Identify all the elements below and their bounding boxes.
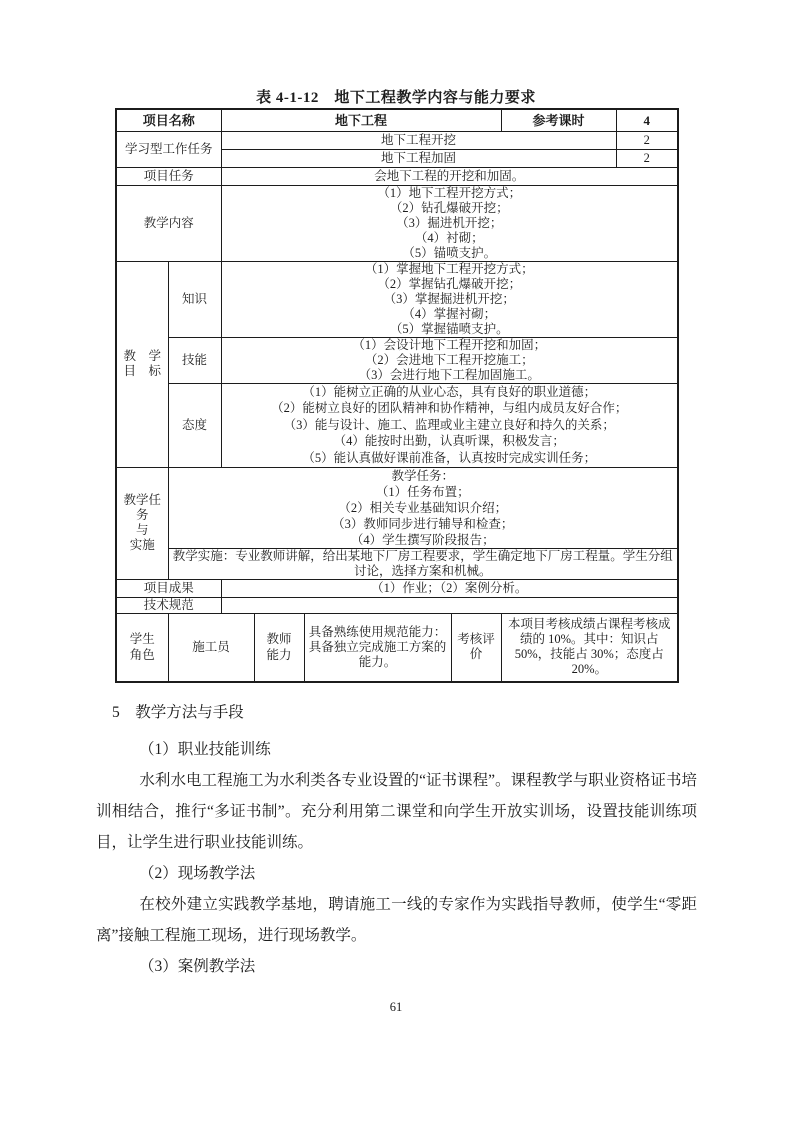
student-role-label: 学生角色 <box>129 632 155 663</box>
project-task-label-cell: 项目任务 <box>116 167 221 185</box>
content-line: 教学任务： <box>391 468 455 483</box>
skills-label-cell: 技能 <box>168 337 221 383</box>
tasks-label-line: 教学任务 <box>123 493 161 522</box>
evaluation-value-cell: 本项目考核成绩占课程考核成绩的 10%。其中：知识占 50%，技能占 30%；态度占 20%。 <box>501 613 678 682</box>
content-line: （5）锚喷支护。 <box>402 245 497 260</box>
tasks-label-line: 实施 <box>129 538 155 552</box>
page-number: 61 <box>389 1000 403 1014</box>
content-line: （3）掌握掘进机开挖； <box>383 291 515 306</box>
project-name-value-cell: 地下工程 <box>221 109 501 131</box>
tasks-label-line: 与 <box>135 523 149 537</box>
paragraph: 在校外建立实践教学基地，聘请施工一线的专家作为实践指导教师，使学生“零距离”接触工程施工现场，进行现场教学。 <box>96 896 697 944</box>
content-line: （5）掌握锚喷支护。 <box>389 321 509 336</box>
teaching-tasks-row <box>116 467 678 548</box>
teacher-ability-label-cell <box>254 613 304 682</box>
knowledge-label-cell: 知识 <box>168 261 221 337</box>
teaching-content-label-cell: 教学内容 <box>116 185 221 261</box>
content-line: （1）会设计地下工程开挖和加固； <box>352 337 547 352</box>
project-results-value-cell: （1）作业；（2）案例分析。 <box>221 579 678 597</box>
learning-task-cell: 地下工程加固 <box>221 149 616 167</box>
student-role-label-cell <box>116 613 168 682</box>
body-text <box>96 697 697 982</box>
tasks-implementation-label-cell <box>116 467 168 579</box>
teaching-goals-label-cell <box>116 261 168 467</box>
paragraph: 水利水电工程施工为水利类各专业设置的“证书课程”。课程教学与职业资格证书培训相结合，推行“多证书制”。充分利用第二课堂和向学生开放实训场，设置技能训练项目，让学生进行职业技能训练。 <box>96 772 697 851</box>
content-line: （4）衬砌； <box>414 230 484 245</box>
skills-row <box>116 337 678 383</box>
content-line: （1）地下工程开挖方式； <box>377 185 522 200</box>
attitude-value-cell <box>221 383 678 467</box>
teacher-ability-value-cell: 具备熟练使用规范能力：具备独立完成施工方案的能力。 <box>304 613 451 682</box>
content-line: （2）会进地下工程开挖施工； <box>364 352 534 367</box>
content-line: （1）掌握地下工程开挖方式； <box>364 261 534 276</box>
requirements-table <box>115 108 679 683</box>
evaluation-label-cell: 考核评价 <box>451 613 501 682</box>
content-line: （1）任务布置； <box>375 484 470 499</box>
content-line: （3）掘进机开挖； <box>396 215 503 230</box>
content-line: （5）能认真做好课前准备，认真按时完成实训任务； <box>302 450 597 465</box>
content-line: （3）教师同步进行辅导和检查； <box>332 516 514 531</box>
skills-value-cell <box>221 337 678 383</box>
technical-specs-label-cell: 技术规范 <box>116 597 221 613</box>
content-line: （2）能树立良好的团队精神和协作精神，与组内成员友好合作； <box>271 401 628 416</box>
project-name-label-cell: 项目名称 <box>116 109 221 131</box>
hours-label-cell: 参考课时 <box>501 109 616 131</box>
attitude-label-cell: 态度 <box>168 383 221 467</box>
hours-value-cell: 4 <box>616 109 678 131</box>
teaching-implementation-row <box>116 548 678 579</box>
content-line: （2）掌握钻孔爆破开挖； <box>377 276 522 291</box>
content-line: （3）会进行地下工程加固施工。 <box>358 367 540 382</box>
teaching-content-value-cell <box>221 185 678 261</box>
learning-tasks-label-cell: 学习型工作任务 <box>116 131 221 167</box>
goal-label-line: 目 标 <box>123 364 161 378</box>
content-line: （1）能树立正确的从业心态，具有良好的职业道德； <box>302 384 597 399</box>
evaluation-row <box>116 613 678 682</box>
subsection-heading: （2）现场教学法 <box>139 865 256 882</box>
project-task-value-cell: 会地下工程的开挖和加固。 <box>221 167 678 185</box>
learning-task-row <box>116 131 678 149</box>
attitude-row <box>116 383 678 467</box>
header-row <box>116 109 678 131</box>
section-heading: 5 教学方法与手段 <box>112 704 244 721</box>
content-line: （2）相关专业基础知识介绍； <box>338 500 508 515</box>
knowledge-value-cell <box>221 261 678 337</box>
content-line: （4）能按时出勤，认真听课，积极发言； <box>333 434 565 449</box>
table-caption: 表 4-1-12 地下工程教学内容与能力要求 <box>256 90 536 106</box>
content-line: （3）能与设计、施工、监理或业主建立良好和持久的关系； <box>283 417 615 432</box>
teaching-content-row <box>116 185 678 261</box>
subsection-heading: （1）职业技能训练 <box>139 741 271 758</box>
learning-task-cell: 地下工程开挖 <box>221 131 616 149</box>
project-results-row <box>116 579 678 597</box>
content-line: （4）学生撰写阶段报告； <box>350 532 495 547</box>
teacher-ability-label: 教师能力 <box>266 632 292 663</box>
goal-label-line: 教 学 <box>123 349 161 363</box>
subsection-heading: （3）案例教学法 <box>139 958 256 975</box>
student-role-value-cell: 施工员 <box>168 613 254 682</box>
learning-task-hours-cell: 2 <box>616 149 678 167</box>
technical-specs-value-cell <box>221 597 678 613</box>
technical-specs-row <box>116 597 678 613</box>
learning-task-hours-cell: 2 <box>616 131 678 149</box>
project-task-row <box>116 167 678 185</box>
teaching-tasks-value-cell <box>168 467 678 548</box>
content-line: （2）钻孔爆破开挖； <box>389 200 509 215</box>
content-line: （4）掌握衬砌； <box>402 306 497 321</box>
teaching-implementation-cell: 教学实施：专业教师讲解，给出某地下厂房工程要求，学生确定地下厂房工程量。学生分组讨论，选择方案和机械。 <box>168 548 678 579</box>
project-results-label-cell: 项目成果 <box>116 579 221 597</box>
knowledge-row <box>116 261 678 337</box>
